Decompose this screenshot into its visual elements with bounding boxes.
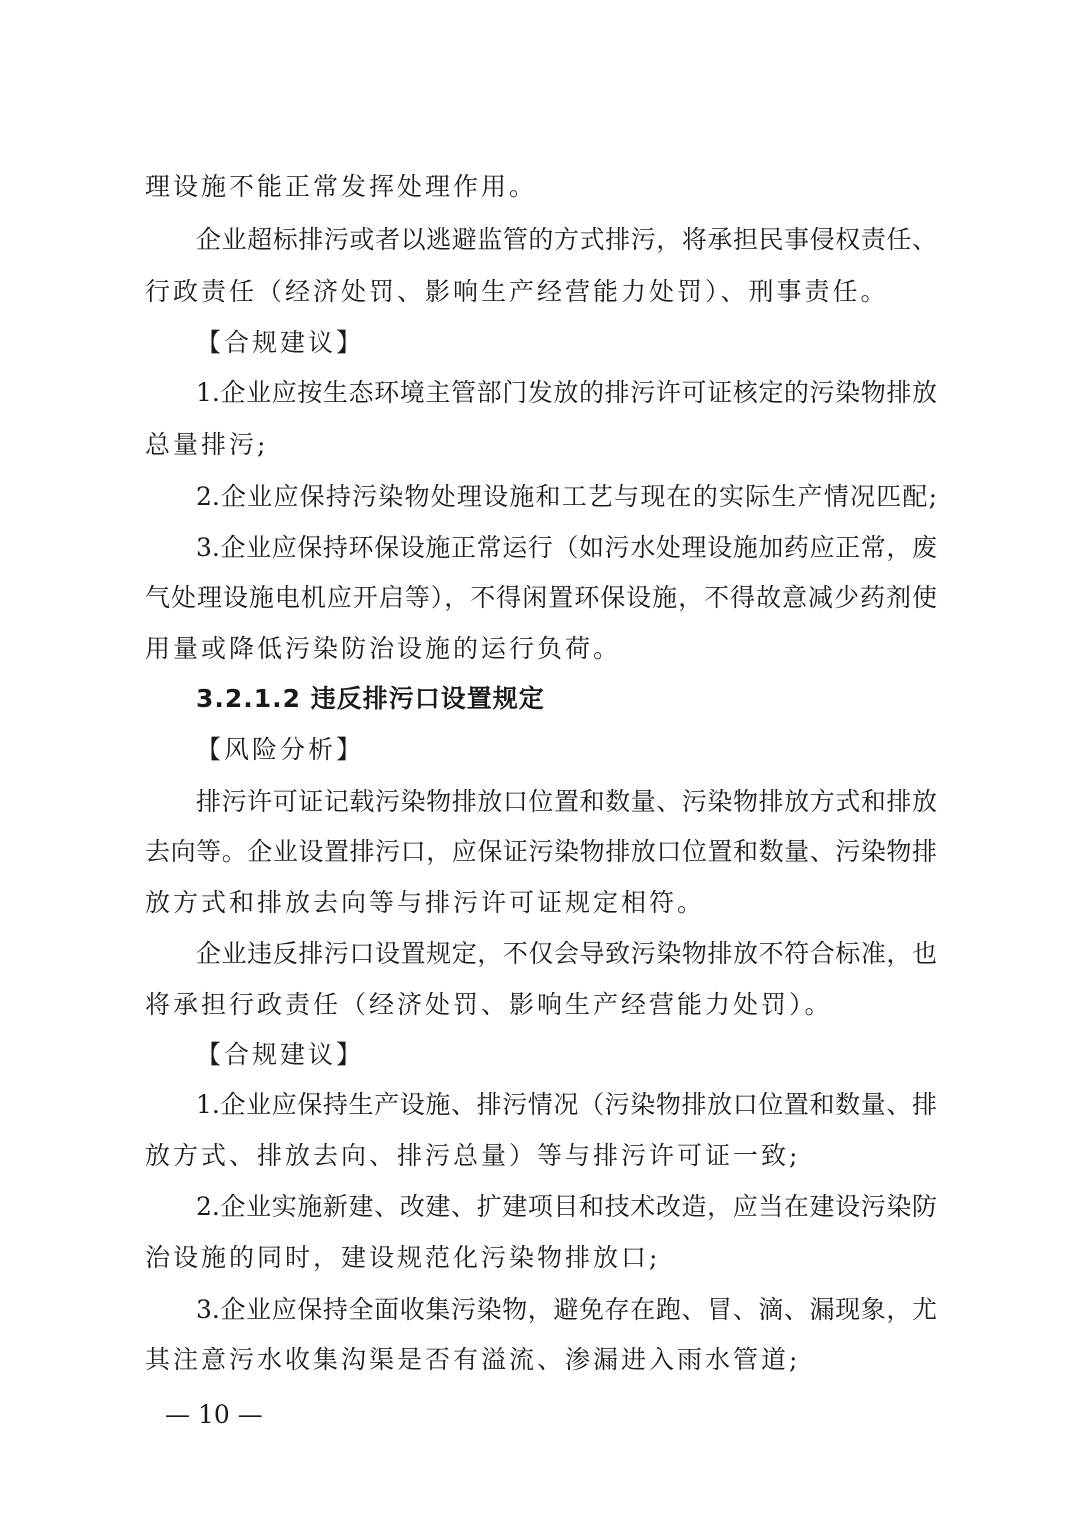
list-item-line: 3.企业应保持全面收集污染物，避免存在跑、冒、滴、漏现象，尤 — [196, 1295, 937, 1324]
paragraph-line: 企业超标排污或者以逃避监管的方式排污，将承担民事侵权责任、 — [196, 225, 937, 254]
section-label: 【合规建议】 — [196, 328, 365, 357]
page-number: — 10 — — [165, 1400, 263, 1429]
paragraph-line: 放方式和排放去向等与排污许可证规定相符。 — [145, 888, 706, 917]
list-item-line: 其注意污水收集沟渠是否有溢流、渗漏进入雨水管道; — [145, 1345, 801, 1374]
section-label: 【风险分析】 — [196, 735, 365, 764]
paragraph-line: 排污许可证记载污染物排放口位置和数量、污染物排放方式和排放 — [196, 787, 937, 816]
list-item-line: 总量排污; — [145, 430, 269, 459]
list-item-line: 1.企业应保持生产设施、排污情况（污染物排放口位置和数量、排 — [196, 1090, 937, 1119]
section-label: 【合规建议】 — [196, 1040, 365, 1069]
paragraph-line: 将承担行政责任（经济处罚、影响生产经营能力处罚）。 — [145, 990, 833, 1019]
list-item-line: 2.企业应保持污染物处理设施和工艺与现在的实际生产情况匹配; — [196, 482, 937, 511]
section-heading: 3.2.1.2 违反排污口设置规定 — [196, 684, 545, 713]
list-item-line: 1.企业应按生态环境主管部门发放的排污许可证核定的污染物排放 — [196, 378, 937, 407]
list-item-line: 放方式、排放去向、排污总量）等与排污许可证一致; — [145, 1141, 801, 1170]
list-item-line: 用量或降低污染防治设施的运行负荷。 — [145, 634, 622, 663]
paragraph-line: 理设施不能正常发挥处理作用。 — [145, 172, 538, 201]
paragraph-line: 企业违反排污口设置规定，不仅会导致污染物排放不符合标准，也 — [196, 939, 937, 968]
list-item-line: 2.企业实施新建、改建、扩建项目和技术改造，应当在建设污染防 — [196, 1192, 937, 1221]
paragraph-line: 行政责任（经济处罚、影响生产经营能力处罚）、刑事责任。 — [145, 277, 889, 306]
list-item-line: 3.企业应保持环保设施正常运行（如污水处理设施加药应正常，废 — [196, 533, 937, 562]
list-item-line: 治设施的同时，建设规范化污染物排放口; — [145, 1243, 661, 1272]
list-item-line: 气处理设施电机应开启等），不得闲置环保设施，不得故意减少药剂使 — [145, 583, 937, 612]
paragraph-line: 去向等。企业设置排污口，应保证污染物排放口位置和数量、污染物排 — [145, 837, 937, 866]
